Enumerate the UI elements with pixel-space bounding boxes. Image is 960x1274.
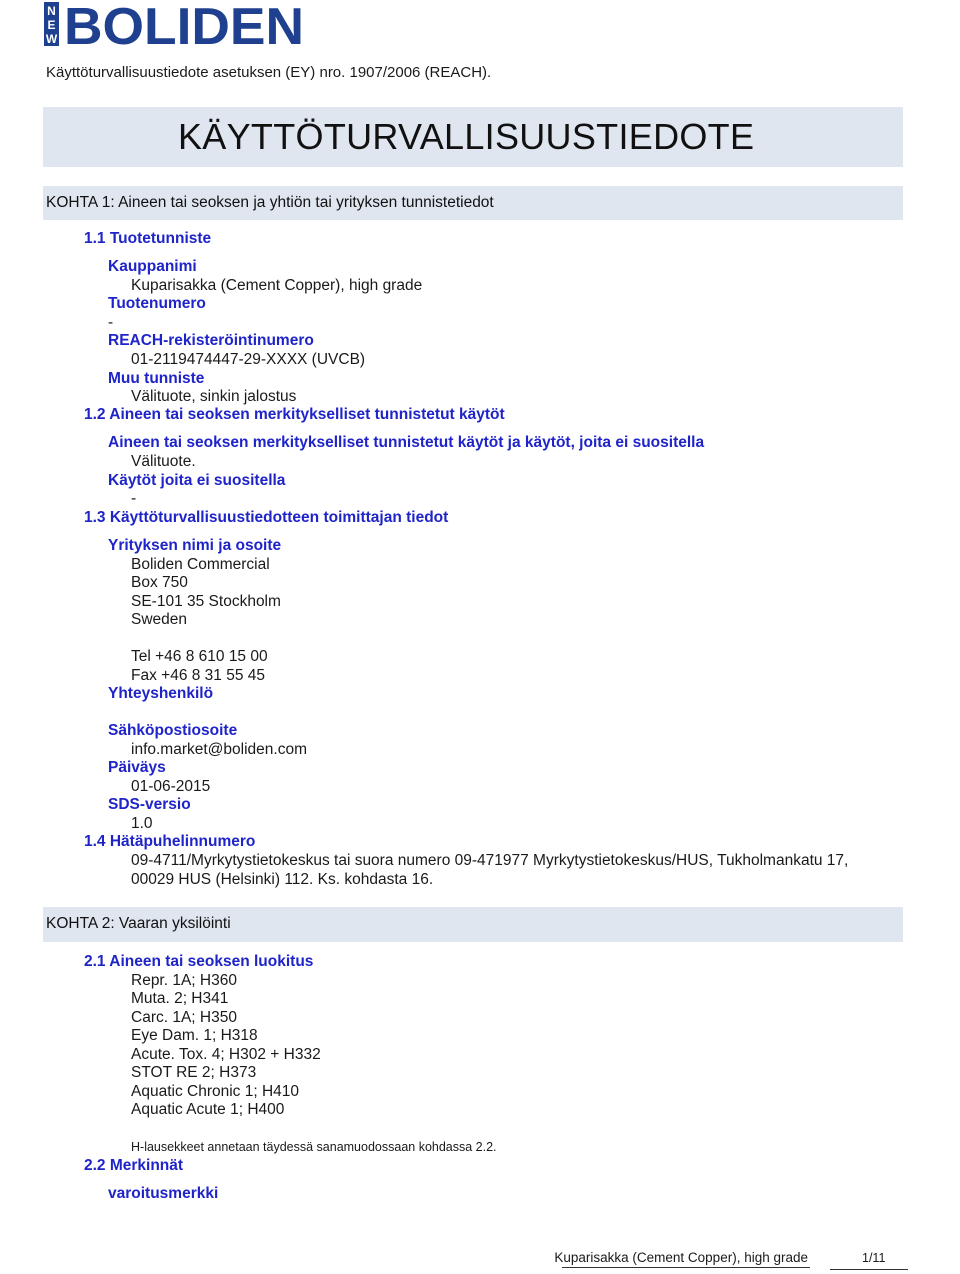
subsection-1-2-heading: 1.2 Aineen tai seoksen merkitykselliset tunnistetut käytöt <box>84 406 505 423</box>
section2-band <box>43 907 903 942</box>
identified-uses-value: Välituote. <box>131 453 196 470</box>
company-address-line: Box 750 <box>131 574 188 591</box>
footer-rule <box>562 1267 810 1268</box>
footer-page-number: 1/11 <box>862 1251 886 1265</box>
trade-name-value: Kuparisakka (Cement Copper), high grade <box>131 277 423 294</box>
hazard-pictogram-label: varoitusmerkki <box>108 1185 219 1202</box>
boliden-logo <box>44 2 306 46</box>
email-value: info.market@boliden.com <box>131 741 307 758</box>
footer-page-box <box>830 1247 908 1270</box>
company-address-line: Sweden <box>131 611 188 628</box>
regulation-reference: Käyttöturvallisuustiedote asetuksen (EY) nro. 1907/2006 (REACH). <box>46 64 492 81</box>
logo-tag-letter-n: N <box>47 4 56 18</box>
product-number-value: - <box>108 314 114 331</box>
classification-item: STOT RE 2; H373 <box>131 1064 257 1081</box>
emergency-phone-line: 00029 HUS (Helsinki) 112. Ks. kohdasta 16. <box>131 871 434 888</box>
classification-item: Repr. 1A; H360 <box>131 972 237 989</box>
classification-item: Muta. 2; H341 <box>131 990 229 1007</box>
classification-item: Eye Dam. 1; H318 <box>131 1027 258 1044</box>
other-identifier-value: Välituote, sinkin jalostus <box>131 388 297 405</box>
logo-tag-letter-w: W <box>45 32 58 46</box>
company-name-address-label: Yrityksen nimi ja osoite <box>108 537 282 554</box>
contact-person-label: Yhteyshenkilö <box>108 685 214 702</box>
reach-number-label: REACH-rekisteröintinumero <box>108 332 314 349</box>
company-address-line: Boliden Commercial <box>131 556 270 573</box>
section1-heading: KOHTA 1: Aineen tai seoksen ja yhtiön tai yrityksen tunnistetiedot <box>46 194 494 211</box>
subsection-1-4-heading: 1.4 Hätäpuhelinnumero <box>84 833 256 850</box>
sds-version-label: SDS-versio <box>108 796 191 813</box>
logo-tag-letter-e: E <box>47 18 56 32</box>
company-telephone: Tel +46 8 610 15 00 <box>131 648 268 665</box>
classification-item: Aquatic Chronic 1; H410 <box>131 1083 300 1100</box>
other-identifier-label: Muu tunniste <box>108 370 205 387</box>
identified-uses-label: Aineen tai seoksen merkitykselliset tunnistetut käytöt ja käytöt, joita ei suositella <box>108 434 705 451</box>
classification-item: Carc. 1A; H350 <box>131 1009 237 1026</box>
document-title: KÄYTTÖTURVALLISUUSTIEDOTE <box>178 116 755 157</box>
h-statements-note: H-lausekkeet annetaan täydessä sanamuodossaan kohdassa 2.2. <box>131 1140 497 1154</box>
classification-item: Acute. Tox. 4; H302 + H332 <box>131 1046 321 1063</box>
trade-name-label: Kauppanimi <box>108 258 197 275</box>
date-label: Päiväys <box>108 759 166 776</box>
footer-product-name: Kuparisakka (Cement Copper), high grade <box>554 1250 808 1265</box>
subsection-1-3-heading: 1.3 Käyttöturvallisuustiedotteen toimittajan tiedot <box>84 509 449 526</box>
section1-band <box>43 186 903 220</box>
logo-wordmark: BOLIDEN <box>64 2 304 46</box>
uses-not-recommended-value: - <box>131 490 137 507</box>
emergency-phone-line: 09-4711/Myrkytystietokeskus tai suora numero 09-471977 Myrkytystietokeskus/HUS, Tukholmankatu 17, <box>131 852 849 869</box>
reach-number-value: 01-2119474447-29-XXXX (UVCB) <box>131 351 366 368</box>
uses-not-recommended-label: Käytöt joita ei suositella <box>108 472 286 489</box>
subsection-1-1-heading: 1.1 Tuotetunniste <box>84 230 212 247</box>
date-value: 01-06-2015 <box>131 778 211 795</box>
product-number-label: Tuotenumero <box>108 295 206 312</box>
sds-version-value: 1.0 <box>131 815 153 832</box>
company-address-line: SE-101 35 Stockholm <box>131 593 281 610</box>
section2-heading: KOHTA 2: Vaaran yksilöinti <box>46 915 231 932</box>
document-title-band <box>43 107 903 167</box>
email-label: Sähköpostiosoite <box>108 722 238 739</box>
subsection-2-2-heading: 2.2 Merkinnät <box>84 1157 184 1174</box>
classification-item: Aquatic Acute 1; H400 <box>131 1101 285 1118</box>
subsection-2-1-heading: 2.1 Aineen tai seoksen luokitus <box>84 953 314 970</box>
company-fax: Fax +46 8 31 55 45 <box>131 667 266 684</box>
